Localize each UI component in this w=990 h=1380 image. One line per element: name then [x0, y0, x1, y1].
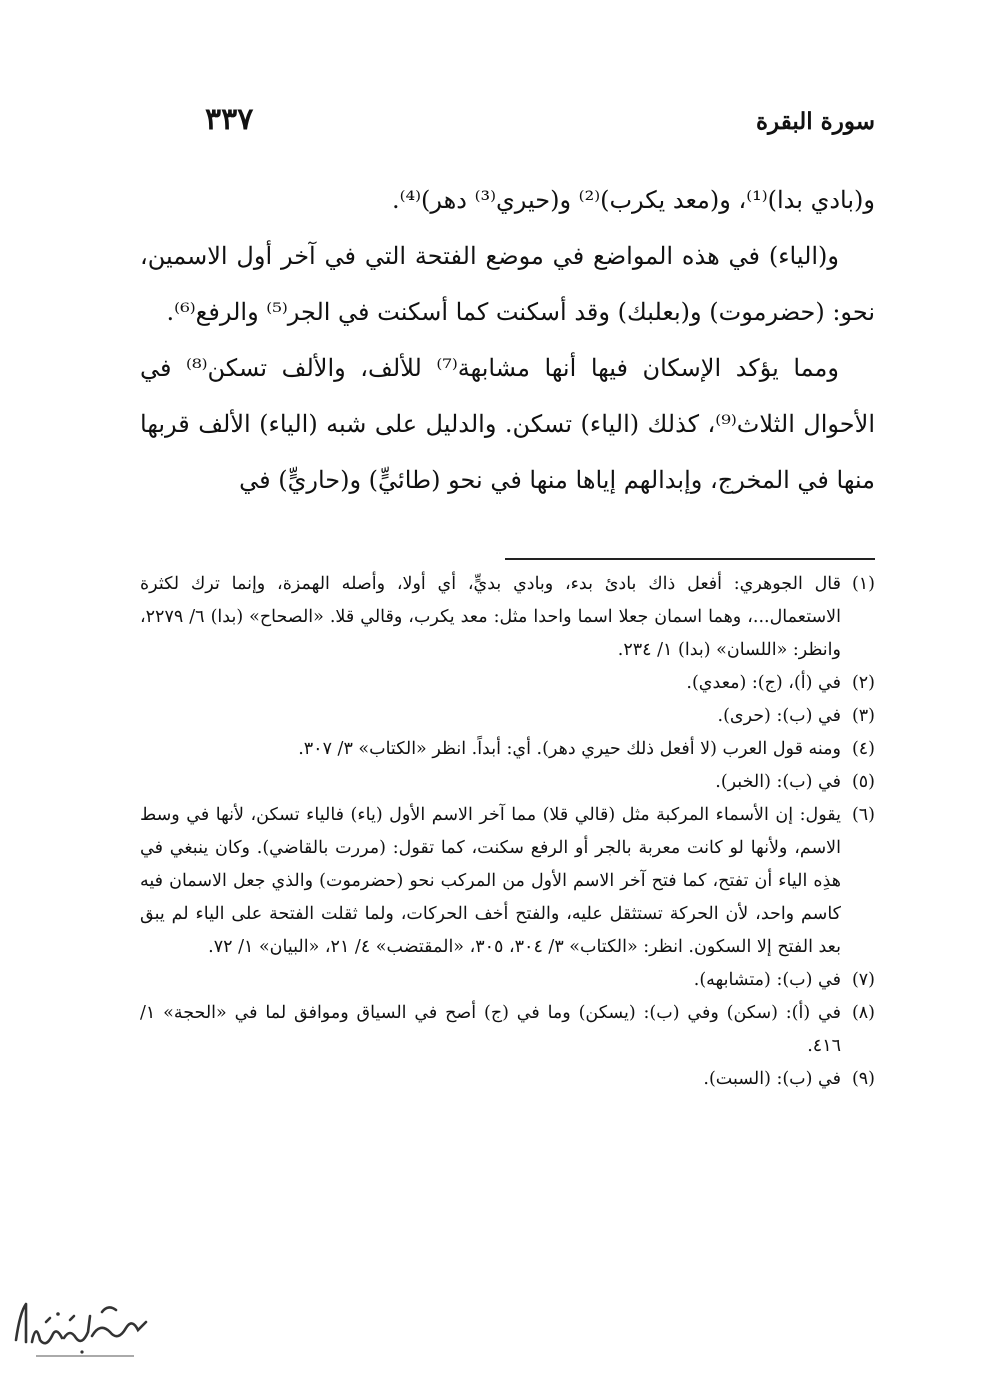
footnote-5 [140, 766, 875, 799]
footnote-number: (٦) [851, 805, 875, 825]
footnote-text: في (أ): (سكن) وفي (ب): (يسكن) وما في (ج) أصح في السياق وموافق لما في «الحجة» ١/ ٤١٦. [140, 1003, 841, 1056]
footnote-6 [140, 799, 875, 964]
footnote-2 [140, 667, 875, 700]
footnote-8 [140, 997, 875, 1063]
paragraph-2: و(الياء) في هذه المواضع في موضع الفتحة التي في آخر أول الاسمين، نحو: (حضرموت) و(بعلبك) وقد أسكنت كما أسكنت في الجر⁽⁵⁾ والرفع⁽⁶⁾. [140, 242, 875, 326]
footnote-text: في (ب): (متشابهه). [693, 970, 841, 990]
paragraph-3: ومما يؤكد الإسكان فيها أنها مشابهة⁽⁷⁾ للألف، والألف تسكن⁽⁸⁾ في الأحوال الثلاث⁽⁹⁾، كذلك (الياء) تسكن. والدليل على شبه (الياء) الألف قربها منها في المخرج، وإبدالهم إياها منها في نحو (طائيٍّ) و(حاريٍّ) في [140, 354, 875, 494]
footnote-number: (٩) [851, 1069, 875, 1089]
footnote-text: في (ب): (الخبر). [715, 772, 841, 792]
footnote-number: (٥) [851, 772, 875, 792]
paragraph-1: و(بادي بدا)⁽¹⁾، و(معد يكرب)⁽²⁾ و(حيري⁽³⁾ دهر)⁽⁴⁾. [391, 186, 875, 214]
calligraphy-watermark-logo [6, 1292, 156, 1362]
footnote-number: (١) [851, 574, 875, 594]
footnote-text: ومنه قول العرب (لا أفعل ذلك حيري دهر). أي: أبداً. انظر «الكتاب» ٣/ ٣٠٧. [298, 739, 841, 759]
footnote-number: (٧) [851, 970, 875, 990]
footnote-text: في (ب): (السبت). [703, 1069, 841, 1089]
footnote-number: (٣) [851, 706, 875, 726]
book-page [140, 0, 875, 1380]
footnote-text: يقول: إن الأسماء المركبة مثل (قالي قلا) مما آخر الاسم الأول (ياء) فالياء تسكن، لأنها في وسط الاسم، ولأنها لو كانت معربة بالجر أو الرفع سكنت، كما تقول: (مررت بالقاضي). وكان ينبغي في هذِه الياء أن تفتح، كما فتح آخر الاسم الأول من المركب نحو (حضرموت) والذي جعل الاسمان فيه كاسم واحد، لأن الحركة تستثقل عليه، والفتح أخف الحركات، ولما ثقلت الفتحة على الياء لم يبق بعد الفتح إلا السكون. انظر: «الكتاب» ٣/ ٣٠٤، ٣٠٥، «المقتضب» ٤/ ٢١، «البيان» ١/ ٧٢. [140, 805, 841, 957]
chapter-title: سورة البقرة [755, 108, 875, 135]
page-header [140, 102, 875, 148]
footnote-number: (٨) [851, 1003, 875, 1023]
footnote-3 [140, 700, 875, 733]
footnote-text: قال الجوهري: أفعل ذاك بادئ بدء، وبادي بديٍّ، أي أولا، وأصله الهمزة، وإنما ترك لكثرة الاستعمال...، وهما اسمان جعلا اسما واحدا مثل: معد يكرب، وقالي قلا. «الصحاح» (بدا) ٦/ ٢٢٧٩، وانظر: «اللسان» (بدا) ١/ ٢٣٤. [140, 574, 841, 660]
footnotes [140, 568, 875, 1096]
footnote-9 [140, 1063, 875, 1096]
footnote-7 [140, 964, 875, 997]
footnote-text: في (ب): (حرى). [717, 706, 841, 726]
footnote-separator [505, 558, 875, 560]
footnote-text: في (أ)، (ج): (معدي). [686, 673, 841, 693]
footnote-number: (٤) [851, 739, 875, 759]
footnote-4 [140, 733, 875, 766]
footnote-1 [140, 568, 875, 667]
footnote-number: (٢) [851, 673, 875, 693]
main-text [140, 172, 875, 508]
page-number: ٣٣٧ [205, 102, 254, 137]
